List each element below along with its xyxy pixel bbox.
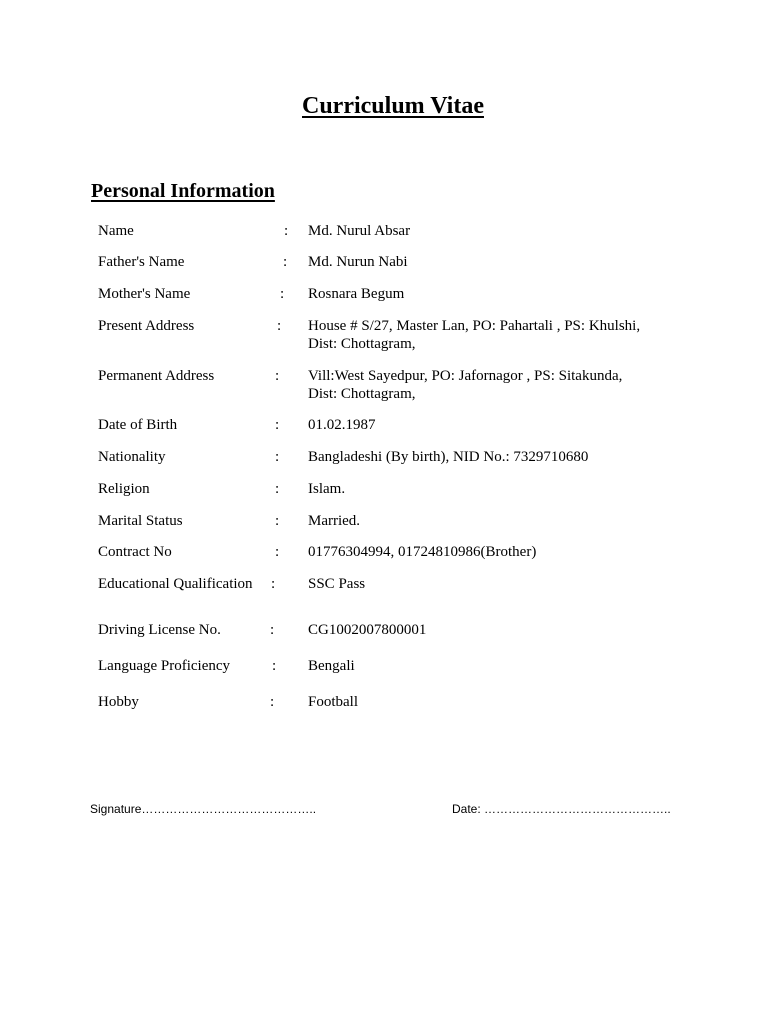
info-value: [308, 448, 668, 466]
info-label: Permanent Address: [98, 368, 215, 384]
info-label: Date of Birth: [98, 417, 178, 433]
info-label: Marital Status: [98, 513, 183, 529]
info-value-line: CG1002007800001: [308, 622, 427, 638]
info-separator: :: [275, 481, 280, 497]
info-separator: :: [270, 694, 275, 710]
info-label: Father's Name: [98, 254, 185, 270]
info-separator: :: [275, 368, 280, 384]
info-value-line: Islam.: [308, 481, 346, 497]
info-value-line: Married.: [308, 513, 361, 529]
info-value-line: Md. Nurun Nabi: [308, 254, 408, 270]
info-value-line: Dist: Chottagram,: [308, 336, 416, 352]
info-separator: :: [280, 286, 285, 302]
info-value: [308, 621, 668, 639]
info-label: Contract No: [98, 544, 172, 560]
info-value-line: House # S/27, Master Lan, PO: Pahartali , PS: Khulshi,: [308, 318, 641, 334]
signature-line: Signature……………………………………..: [90, 802, 317, 816]
info-label: Hobby: [98, 694, 139, 710]
info-value: [308, 480, 668, 498]
info-separator: :: [277, 318, 282, 334]
info-value: [308, 575, 668, 593]
info-value-line: SSC Pass: [308, 576, 366, 592]
info-label: Religion: [98, 481, 150, 497]
info-label: Educational Qualification: [98, 576, 253, 592]
info-value: [308, 693, 668, 711]
info-value-line: Football: [308, 694, 359, 710]
info-value: [308, 512, 668, 530]
info-value: [308, 657, 668, 675]
section-heading-personal-information: Personal Information: [91, 180, 275, 202]
info-value-line: 01.02.1987: [308, 417, 376, 433]
info-value: [308, 285, 668, 303]
info-separator: :: [272, 658, 277, 674]
info-label: Name: [98, 223, 134, 239]
info-separator: :: [275, 513, 280, 529]
info-value-line: Vill:West Sayedpur, PO: Jafornagor , PS: Sitakunda,: [308, 368, 623, 384]
info-value: [308, 222, 668, 240]
info-value: [308, 253, 668, 271]
info-separator: :: [275, 449, 280, 465]
info-separator: :: [270, 622, 275, 638]
info-separator: :: [284, 223, 289, 239]
info-separator: :: [271, 576, 276, 592]
info-value: [308, 367, 668, 403]
info-separator: :: [283, 254, 288, 270]
info-label: Mother's Name: [98, 286, 191, 302]
date-line: Date: ………………………………………..: [452, 802, 671, 816]
info-value-line: Md. Nurul Absar: [308, 223, 411, 239]
info-label: Driving License No.: [98, 622, 221, 638]
info-value: [308, 416, 668, 434]
info-value-line: Dist: Chottagram,: [308, 386, 416, 402]
info-value-line: Bangladeshi (By birth), NID No.: 7329710680: [308, 449, 589, 465]
info-value: [308, 317, 668, 353]
info-label: Present Address: [98, 318, 195, 334]
info-separator: :: [275, 544, 280, 560]
info-separator: :: [275, 417, 280, 433]
info-value: [308, 543, 668, 561]
info-value-line: 01776304994, 01724810986(Brother): [308, 544, 537, 560]
info-label: Nationality: [98, 449, 166, 465]
info-label: Language Proficiency: [98, 658, 231, 674]
info-value-line: Bengali: [308, 658, 355, 674]
document-title: Curriculum Vitae: [302, 93, 484, 119]
info-value-line: Rosnara Begum: [308, 286, 405, 302]
